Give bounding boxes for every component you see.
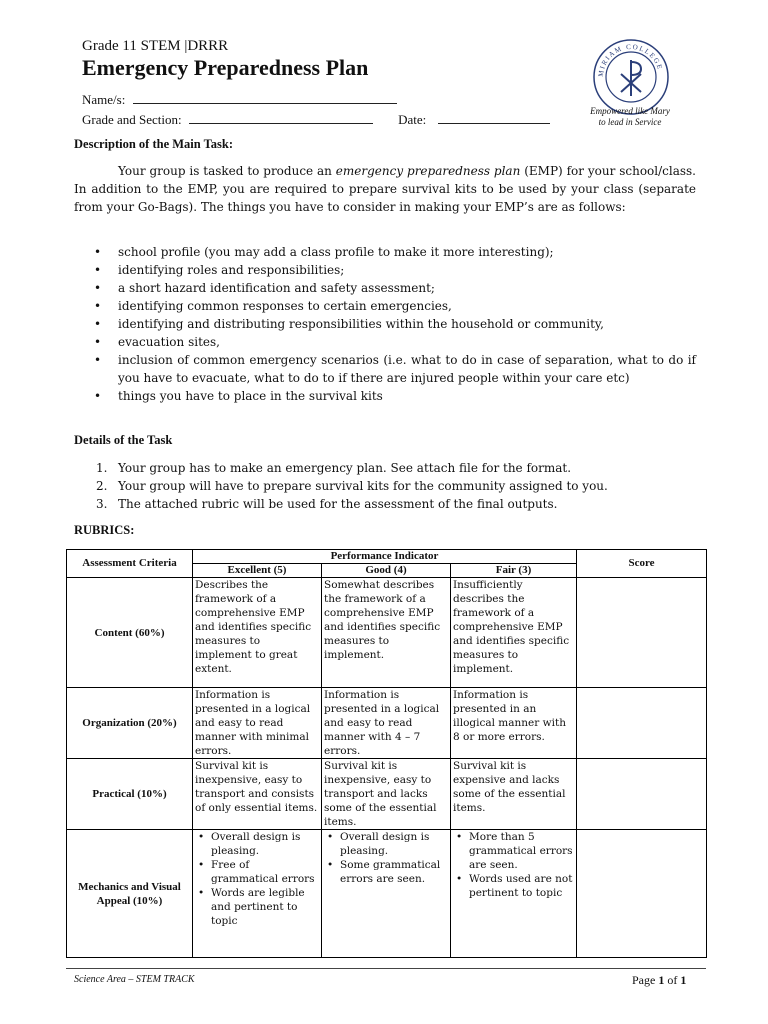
item-text: Your group will have to prepare survival kits for the community assigned to you. <box>118 479 608 493</box>
score-cell[interactable] <box>577 759 707 830</box>
excellent-cell: Survival kit is inexpensive, easy to transport and consists of only essential items. <box>193 759 322 830</box>
fair-cell <box>451 830 577 958</box>
page-total: 1 <box>680 973 687 987</box>
list-item <box>74 477 696 495</box>
list-item: • things you have to place in the survival kits <box>74 387 696 405</box>
date-label: Date: <box>398 112 427 127</box>
list-item <box>74 459 696 477</box>
table-header-row <box>67 550 707 564</box>
item-number: 1. <box>96 461 108 475</box>
page-number <box>632 973 686 988</box>
fair-cell: Insufficiently describes the framework of a comprehensive EMP and identifies specific measures to implement. <box>451 578 577 688</box>
good-header: Good (4) <box>322 564 451 578</box>
criteria-header: Assessment Criteria <box>67 550 193 578</box>
grade-label: Grade 11 STEM |DRRR <box>82 38 229 54</box>
list-item: • a short hazard identification and safety assessment; <box>74 279 696 297</box>
list-item: • More than 5 grammatical errors are seen. <box>453 830 574 872</box>
table-row <box>67 578 707 688</box>
performance-header: Performance Indicator <box>193 550 577 564</box>
good-cell <box>322 830 451 958</box>
para-italic: emergency preparedness plan <box>335 164 521 178</box>
description-heading: Description of the Main Task: <box>74 137 234 151</box>
score-cell[interactable] <box>577 578 707 688</box>
excellent-cell: Describes the framework of a comprehensive EMP and identifies specific measures to implement to great extent. <box>193 578 322 688</box>
table-row <box>67 759 707 830</box>
page-word: Page <box>632 973 656 987</box>
fair-cell: Information is presented in an illogical manner with 8 or more errors. <box>451 688 577 759</box>
table-row <box>67 830 707 958</box>
list-item: • identifying roles and responsibilities; <box>74 261 696 279</box>
excellent-header: Excellent (5) <box>193 564 322 578</box>
list-item: • identifying common responses to certain emergencies, <box>74 297 696 315</box>
school-seal-logo <box>592 38 670 116</box>
para-text-1: Your group is tasked to produce an <box>118 164 336 178</box>
grade-section-line <box>189 111 373 124</box>
criteria-cell: Mechanics and Visual Appeal (10%) <box>67 830 193 958</box>
score-cell[interactable] <box>577 688 707 759</box>
details-heading: Details of the Task <box>74 433 173 447</box>
list-item: • inclusion of common emergency scenarios (i.e. what to do in case of separation, what to do if you have to evacuate, what to do to if there are injured people within your care etc) <box>74 351 696 387</box>
name-field <box>82 91 397 108</box>
list-item: • Words are legible and pertinent to topic <box>195 886 319 928</box>
item-number: 2. <box>96 479 108 493</box>
footer-track: Science Area – STEM TRACK <box>74 974 195 985</box>
grade-section-label: Grade and Section: <box>82 112 182 127</box>
para-text-2: (EMP) for your school/class. In addition to the EMP, you are required to prepare survival kits to be used by your class (separate from your Go-Bags). The things you have to consider in making your EMP’s are as follows: <box>74 164 696 214</box>
good-cell: Survival kit is inexpensive, easy to transport and lacks some of the essential items. <box>322 759 451 830</box>
fair-header: Fair (3) <box>451 564 577 578</box>
good-cell: Somewhat describes the framework of a comprehensive EMP and identifies specific measures to implement. <box>322 578 451 688</box>
school-motto <box>580 106 680 128</box>
footer-divider <box>66 968 706 969</box>
logo-text: MIRIAM COLLEGE <box>596 42 665 78</box>
details-list <box>74 459 696 513</box>
of-word: of <box>667 973 678 987</box>
motto-line-2: to lead in Service <box>598 117 662 127</box>
page-title: Emergency Preparedness Plan <box>82 55 369 80</box>
rubric-table <box>66 549 707 958</box>
excellent-cell: Information is presented in a logical and easy to read manner with minimal errors. <box>193 688 322 759</box>
fair-cell: Survival kit is expensive and lacks some of the essential items. <box>451 759 577 830</box>
criteria-cell: Content (60%) <box>67 578 193 688</box>
description-paragraph <box>74 162 696 216</box>
item-number: 3. <box>96 497 108 511</box>
considerations-list <box>74 243 696 405</box>
list-item: • identifying and distributing responsibilities within the household or community, <box>74 315 696 333</box>
name-line <box>133 91 397 104</box>
name-label: Name/s: <box>82 92 126 107</box>
item-text: Your group has to make an emergency plan. See attach file for the format. <box>118 461 572 475</box>
criteria-cell: Organization (20%) <box>67 688 193 759</box>
excellent-cell <box>193 830 322 958</box>
date-line <box>438 111 550 124</box>
score-header: Score <box>577 550 707 578</box>
list-item: • Words used are not pertinent to topic <box>453 872 574 900</box>
rubrics-heading: RUBRICS: <box>74 523 135 537</box>
list-item: • school profile (you may add a class profile to make it more interesting); <box>74 243 696 261</box>
good-cell: Information is presented in a logical and easy to read manner with 4 – 7 errors. <box>322 688 451 759</box>
page-current: 1 <box>658 973 665 987</box>
table-row <box>67 688 707 759</box>
list-item <box>74 495 696 513</box>
list-item: • Overall design is pleasing. <box>324 830 448 858</box>
list-item: • Overall design is pleasing. <box>195 830 319 858</box>
criteria-cell: Practical (10%) <box>67 759 193 830</box>
grade-section-field <box>82 111 550 128</box>
list-item: • Free of grammatical errors <box>195 858 319 886</box>
motto-line-1: Empowered like Mary <box>590 106 670 116</box>
score-cell[interactable] <box>577 830 707 958</box>
item-text: The attached rubric will be used for the assessment of the final outputs. <box>118 497 558 511</box>
list-item: • evacuation sites, <box>74 333 696 351</box>
list-item: • Some grammatical errors are seen. <box>324 858 448 886</box>
